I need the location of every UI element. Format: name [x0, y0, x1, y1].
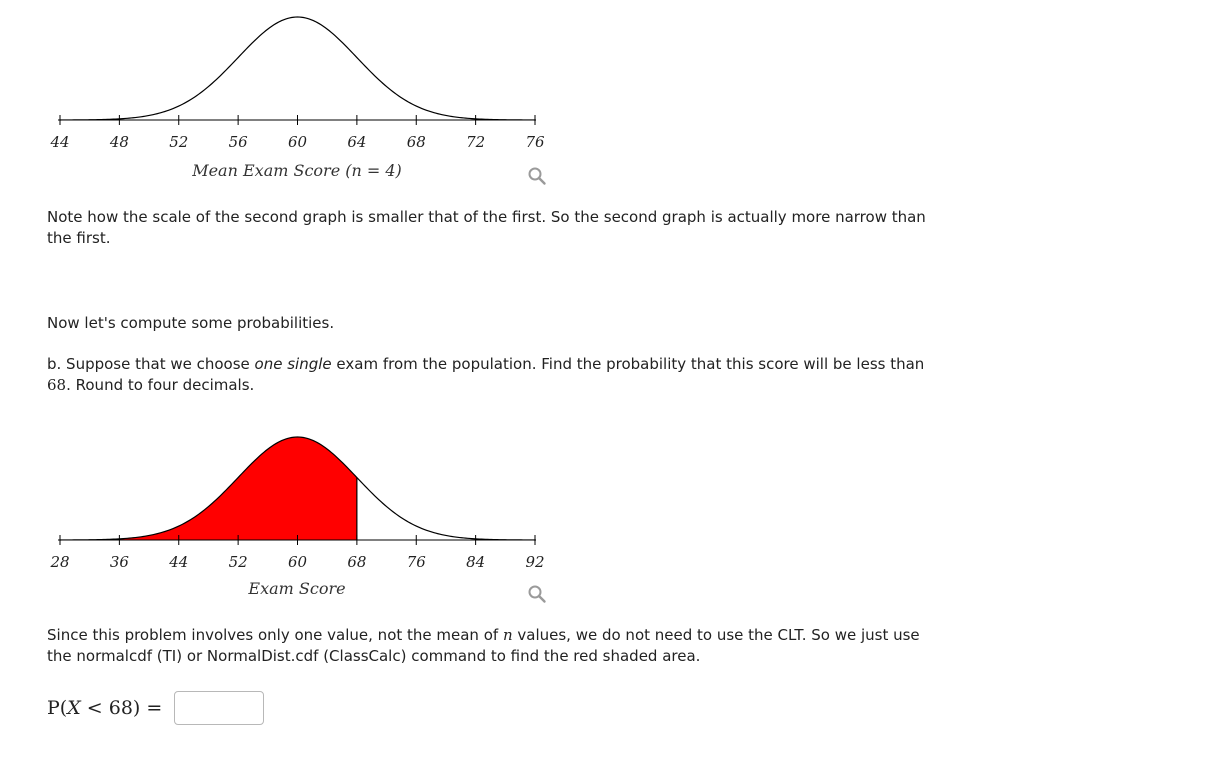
answer-input[interactable]: [174, 691, 264, 725]
x-tick-label: 72: [466, 133, 486, 151]
x-tick-label: 28: [50, 553, 70, 571]
x-tick-label: 44: [50, 133, 70, 151]
probability-rest: < 68) =: [80, 697, 163, 719]
question-b-value: 68: [47, 376, 67, 394]
x-tick-label: 48: [109, 133, 129, 151]
x-tick-label: 64: [347, 133, 367, 151]
question-b-middle: exam from the population. Find the probability that this score will be less than: [331, 355, 925, 373]
probability-p: P(: [47, 697, 68, 719]
x-axis-label: Exam Score: [248, 579, 346, 598]
x-tick-label: 60: [287, 553, 308, 571]
x-tick-label: 76: [525, 133, 545, 151]
x-tick-label: 52: [169, 133, 189, 151]
explanation-part2: values, we do not need to use the CLT. So we just use the normalcdf (TI) or NormalDist.cdf (ClassCalc) command to find the red shaded area.: [47, 626, 920, 665]
x-tick-label: 68: [347, 553, 367, 571]
intro-text: Now let's compute some probabilities.: [47, 314, 335, 332]
x-tick-label: 56: [228, 133, 248, 151]
x-tick-label: 68: [406, 133, 426, 151]
probability-label: [47, 697, 162, 719]
question-b-text: [47, 354, 927, 396]
x-tick-labels: [49, 133, 545, 151]
probability-var: X: [67, 697, 81, 719]
x-axis-label: Mean Exam Score (n = 4): [192, 161, 402, 180]
mean-exam-score-chart: [40, 0, 560, 190]
x-tick-labels: [49, 553, 544, 571]
exam-score-chart: [40, 420, 560, 610]
x-tick-label: 92: [525, 553, 545, 571]
x-tick-label: 36: [109, 553, 129, 571]
explanation-text: [47, 625, 927, 667]
explanation-part1: Since this problem involves only one value, not the mean of: [47, 626, 503, 644]
question-b-prefix: b. Suppose that we choose: [47, 355, 255, 373]
x-tick-label: 52: [228, 553, 248, 571]
shaded-area: [60, 437, 357, 540]
x-tick-label: 60: [287, 133, 308, 151]
normal-curve: [60, 17, 535, 120]
x-tick-label: 76: [406, 553, 426, 571]
question-b-suffix: . Round to four decimals.: [66, 376, 255, 394]
x-tick-label: 84: [466, 553, 486, 571]
scale-note-text: Note how the scale of the second graph is smaller that of the first. So the second graph is actually more narrow than the first.: [47, 208, 926, 247]
x-tick-label: 44: [169, 553, 189, 571]
zoom-icon[interactable]: [527, 584, 547, 604]
answer-row: [47, 688, 264, 728]
explanation-var: n: [502, 626, 513, 644]
question-b-emphasis: one single: [254, 355, 332, 373]
zoom-icon[interactable]: [527, 166, 547, 186]
